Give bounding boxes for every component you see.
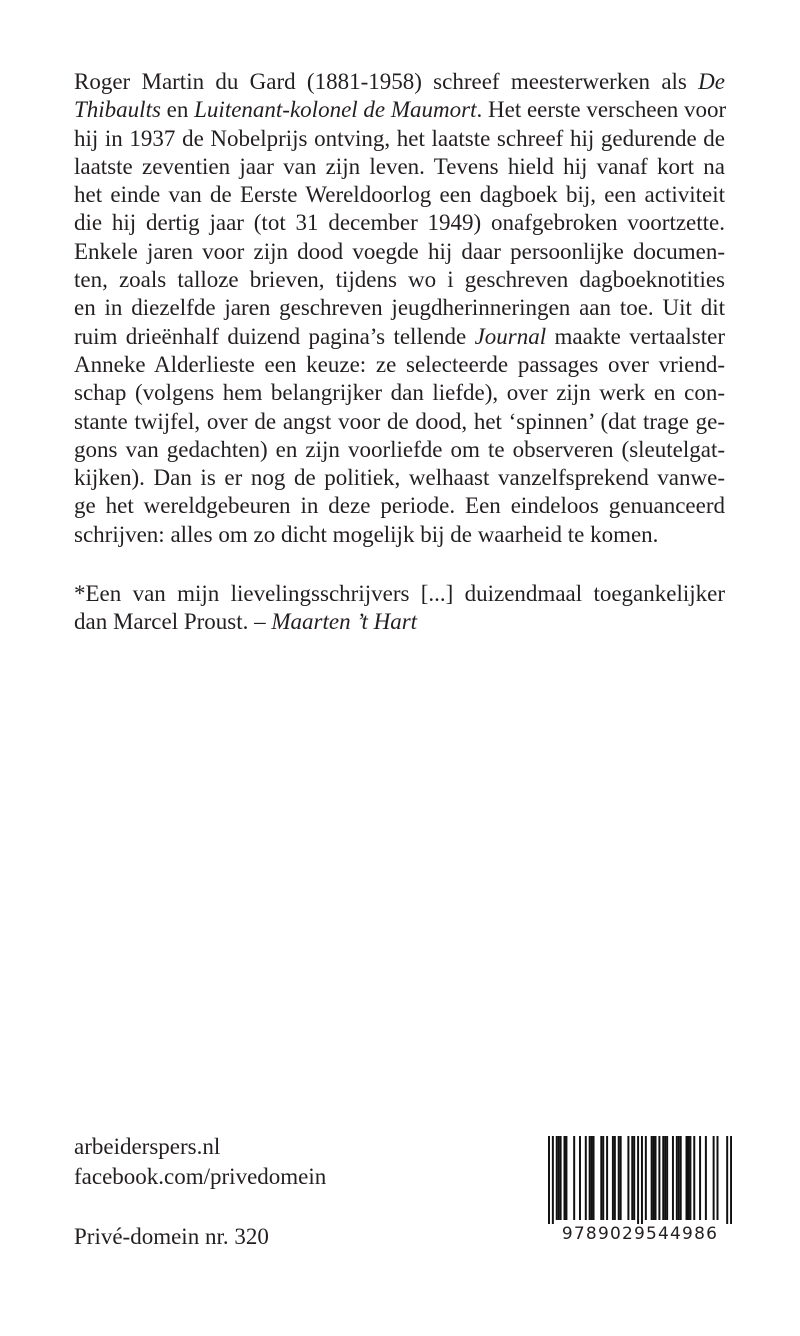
quote-author: Maarten ’t Hart [271, 609, 418, 635]
barcode-bar [666, 1136, 668, 1220]
barcode-bar [705, 1136, 707, 1220]
barcode-bar [618, 1136, 620, 1220]
barcode-bar [726, 1136, 728, 1224]
blurb-line: ge het wereldgebeuren in deze periode. Een eindeloos genuanceerd [74, 493, 725, 519]
blurb-line: die hij dertig jaar (tot 31 december 1949) onafgebroken voortzette. [74, 210, 725, 236]
website-link[interactable]: arbeiderspers.nl [74, 1134, 221, 1159]
isbn-digits: 9789029544986 [548, 1224, 732, 1244]
review-quote [74, 580, 725, 637]
series-number: Privé-domein nr. 320 [74, 1224, 269, 1249]
barcode-bar [637, 1136, 639, 1224]
book-title-de-thibaults: De [698, 69, 725, 94]
blurb-line: gons van gedachten) en zijn voorliefde om te observeren (sleutelgat- [74, 436, 725, 462]
book-title-maumort: Luitenant-kolonel de Maumort [194, 97, 477, 123]
blurb-text: . Het eerste verscheen voor [476, 97, 727, 123]
barcode-bar [573, 1136, 575, 1220]
barcode-bar [662, 1136, 664, 1220]
barcode-bar [589, 1136, 591, 1220]
barcode-bar [693, 1136, 695, 1220]
barcode-bar [717, 1136, 719, 1220]
blurb-line: Anneke Alderlieste een keuze: ze selecteerde passages over vriend- [74, 351, 725, 377]
barcode-bar [606, 1136, 608, 1220]
barcode-bar [585, 1136, 587, 1220]
barcode-bar [633, 1136, 635, 1220]
barcode-bar [593, 1136, 595, 1220]
barcode-bar [579, 1136, 581, 1220]
barcode-bar [600, 1136, 602, 1220]
blurb-line: schap (volgens hem belangrijker dan liefde), over zijn werk en con- [74, 380, 725, 406]
barcode-bar [664, 1136, 666, 1220]
blurb-text: maakte vertaalster [546, 323, 725, 349]
barcode-bar [699, 1136, 701, 1220]
barcode-bar [678, 1136, 680, 1220]
barcode-bar [676, 1136, 678, 1220]
barcode-bar [672, 1136, 674, 1220]
quote-line: *Een van mijn lievelingsschrijvers [...] duizendmaal toegankelijker [74, 581, 725, 606]
barcode-bar [552, 1136, 554, 1224]
barcode-bar [591, 1136, 593, 1220]
barcode-bar [631, 1136, 633, 1220]
blurb-line [74, 323, 725, 351]
barcode-bar [602, 1136, 604, 1220]
barcode-bars-icon [548, 1136, 732, 1224]
barcode-bar [563, 1136, 565, 1220]
blurb-line: stante twijfel, over de angst voor de dood, het ‘spinnen’ (dat trage ge- [74, 408, 725, 434]
barcode-bar [548, 1136, 550, 1224]
barcode-bar [614, 1136, 616, 1220]
barcode-bar [686, 1136, 688, 1220]
barcode-bar [641, 1136, 643, 1224]
quote-text: dan Marcel Proust. – [74, 609, 272, 635]
barcode-bar [612, 1136, 614, 1220]
barcode-bar [689, 1136, 691, 1220]
barcode-bar [730, 1136, 732, 1224]
blurb-text: Roger Martin du Gard (1881-1958) schreef meesterwerken als [74, 69, 699, 94]
facebook-link[interactable]: facebook.com/privedomein [74, 1164, 327, 1189]
barcode-bar [713, 1136, 715, 1220]
barcode-bar [558, 1136, 560, 1220]
blurb-line: kijken). Dan is er nog de politiek, welhaast vanzelfsprekend vanwe- [74, 465, 725, 491]
blurb-line [74, 68, 725, 96]
back-cover-blurb [74, 68, 725, 549]
blurb-line [74, 96, 725, 124]
barcode-bar [653, 1136, 655, 1220]
book-title-thibaults: Thibaults [74, 97, 161, 123]
barcode-bar [651, 1136, 653, 1220]
blurb-line: laatste zeventien jaar van zijn leven. Tevens hield hij vanaf kort na [74, 153, 725, 179]
blurb-line: en in diezelfde jaren geschreven jeugdherinneringen aan toe. Uit dit [74, 295, 725, 321]
blurb-line: schrijven: alles om zo dicht mogelijk bij de waarheid te komen. [74, 521, 659, 547]
barcode-bar [565, 1136, 567, 1220]
barcode-bar [620, 1136, 622, 1220]
barcode-bar [560, 1136, 562, 1220]
blurb-text: en [160, 97, 195, 123]
publisher-links [74, 1132, 326, 1192]
blurb-line: ten, zoals talloze brieven, tijdens wo i geschreven dagboeknotities [74, 267, 725, 293]
barcode-bar [556, 1136, 558, 1220]
blurb-text: ruim drieënhalf duizend pagina’s tellende [74, 323, 475, 349]
barcode-bar [645, 1136, 647, 1220]
book-title-journal: Journal [474, 323, 547, 349]
barcode-bar [655, 1136, 657, 1220]
blurb-line: hij in 1937 de Nobelprijs ontving, het laatste schreef hij gedurende de [74, 125, 725, 151]
blurb-line: Enkele jaren voor zijn dood voegde hij daar persoonlijke documen- [74, 238, 725, 264]
barcode-bar [658, 1136, 660, 1220]
barcode-bar [627, 1136, 629, 1220]
barcode-bar [680, 1136, 682, 1220]
barcode-bar [687, 1136, 689, 1220]
quote-line [74, 608, 725, 636]
blurb-line: het einde van de Eerste Wereldoorlog een dagboek bij, een activiteit [74, 182, 725, 208]
